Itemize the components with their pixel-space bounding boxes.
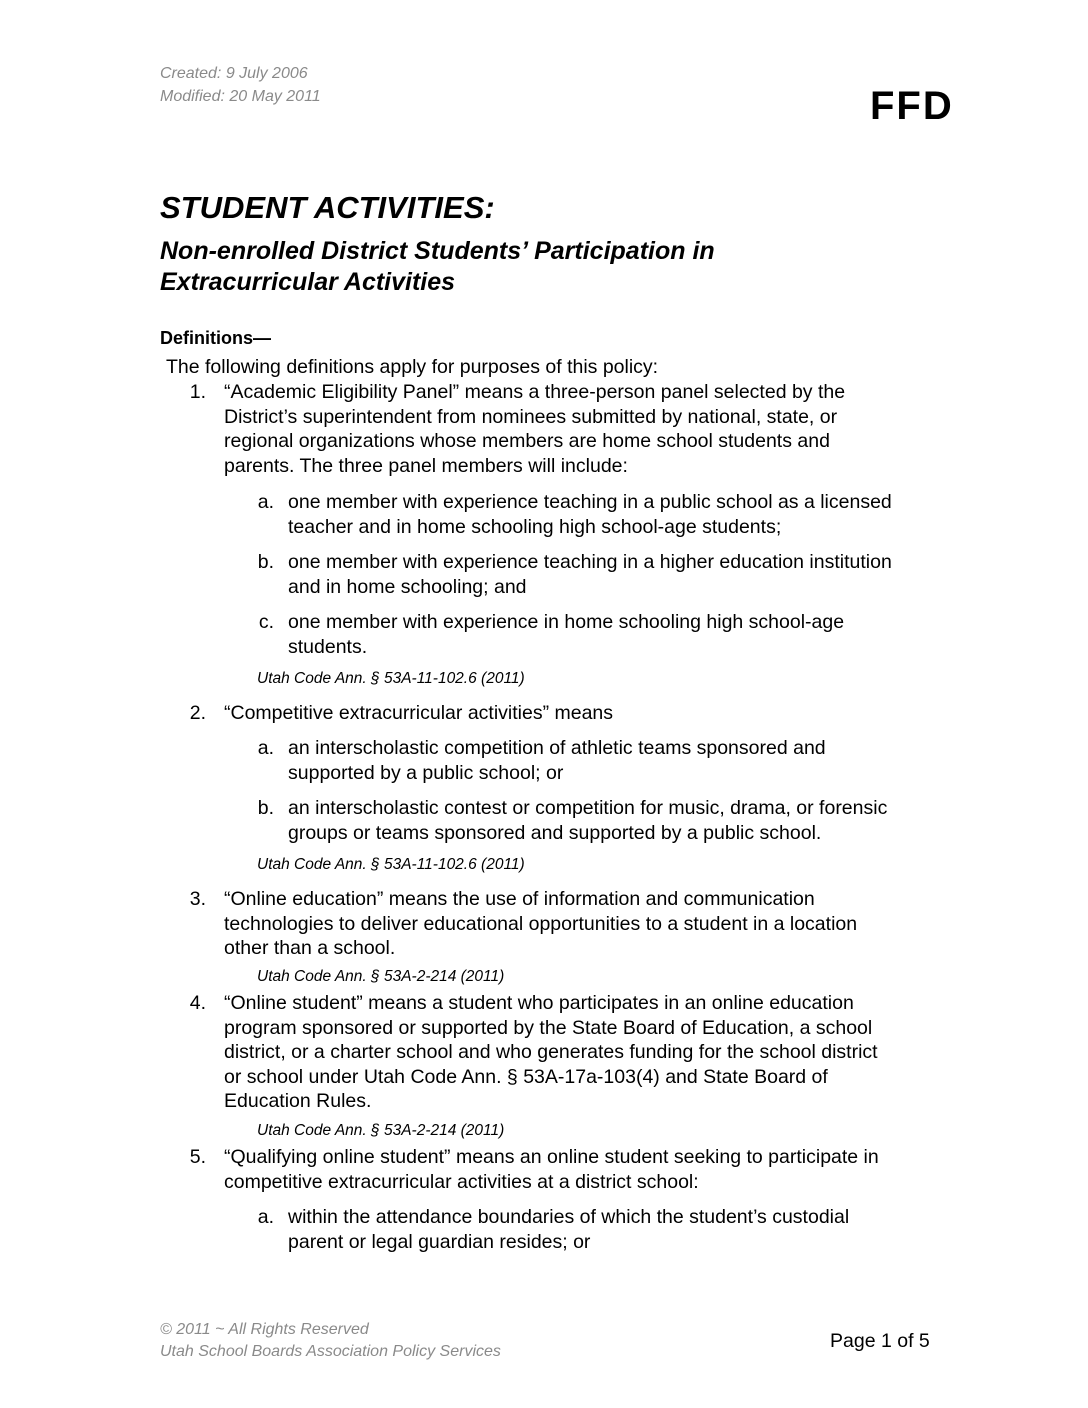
text-line: District’s superintendent from nominees submitted by national, state, or: [224, 405, 838, 428]
legal-citation: Utah Code Ann. § 53A-2-214 (2011): [257, 968, 505, 985]
text-line: Education Rules.: [224, 1090, 372, 1112]
legal-citation: Utah Code Ann. § 53A-2-214 (2011): [257, 1122, 505, 1139]
sub-item-label: a.: [257, 491, 274, 513]
text-line: and in home schooling; and: [288, 575, 527, 598]
text-line: an interscholastic contest or competition for music, drama, or forensic: [288, 797, 888, 819]
text-line: “Qualifying online student” means an online student seeking to participate in: [224, 1146, 879, 1168]
text-line: one member with experience teaching in a higher education institution: [288, 551, 892, 573]
modified-date: Modified: 20 May 2011: [160, 88, 321, 105]
text-line: teacher and in home schooling high school-age students;: [288, 515, 782, 538]
definition-item-3: [224, 887, 857, 961]
page-title: STUDENT ACTIVITIES:: [160, 190, 495, 225]
text-line: supported by a public school; or: [288, 761, 564, 784]
text-line: parent or legal guardian resides; or: [288, 1230, 591, 1253]
definition-item-4: [224, 991, 878, 1114]
legal-citation: Utah Code Ann. § 53A-11-102.6 (2011): [257, 670, 525, 687]
footer-copyright: © 2011 ~ All Rights Reserved: [160, 1321, 369, 1338]
intro-text: The following definitions apply for purposes of this policy:: [166, 356, 659, 378]
item-number: 3.: [189, 888, 206, 910]
text-line: parents. The three panel members will include:: [224, 454, 628, 477]
policy-code: FFD: [870, 84, 954, 128]
definition-item-5: [224, 1145, 879, 1194]
page-subtitle: [160, 236, 715, 298]
text-line: within the attendance boundaries of which the student’s custodial: [288, 1206, 850, 1228]
text-line: “Academic Eligibility Panel” means a three-person panel selected by the: [224, 381, 846, 403]
sub-item-1b: [288, 550, 892, 599]
page-number: Page 1 of 5: [830, 1330, 930, 1352]
text-line: one member with experience teaching in a public school as a licensed: [288, 491, 892, 513]
created-date: Created: 9 July 2006: [160, 65, 308, 82]
sub-item-1a: [288, 490, 892, 539]
sub-item-label: b.: [257, 551, 274, 573]
legal-citation: Utah Code Ann. § 53A-11-102.6 (2011): [257, 856, 525, 873]
sub-item-label: a.: [257, 1206, 274, 1228]
text-line: competitive extracurricular activities at a district school:: [224, 1170, 699, 1193]
sub-item-2a: [288, 736, 826, 785]
sub-item-label: b.: [257, 797, 274, 819]
text-line: “Competitive extracurricular activities” means: [224, 702, 614, 724]
text-line: students.: [288, 635, 368, 658]
text-line: one member with experience in home schooling high school-age: [288, 611, 845, 633]
item-number: 2.: [189, 702, 206, 724]
text-line: an interscholastic competition of athletic teams sponsored and: [288, 737, 826, 759]
text-line: or school under Utah Code Ann. § 53A-17a-103(4) and State Board of: [224, 1065, 828, 1088]
subtitle-line: Extracurricular Activities: [160, 268, 456, 296]
sub-item-label: c.: [258, 611, 274, 633]
text-line: “Online education” means the use of information and communication: [224, 888, 815, 910]
text-line: other than a school.: [224, 937, 396, 959]
sub-item-label: a.: [257, 737, 274, 759]
text-line: district, or a charter school and who generates funding for the school district: [224, 1041, 878, 1063]
item-number: 1.: [189, 381, 206, 403]
subtitle-line: Non-enrolled District Students’ Participation in: [160, 237, 715, 265]
sub-item-5a: [288, 1205, 849, 1254]
text-line: program sponsored or supported by the State Board of Education, a school: [224, 1016, 873, 1039]
footer-organization: Utah School Boards Association Policy Services: [160, 1343, 501, 1360]
definition-item-2: [224, 701, 613, 726]
text-line: “Online student” means a student who participates in an online education: [224, 992, 854, 1014]
sub-item-1c: [288, 610, 844, 659]
text-line: groups or teams sponsored and supported by a public school.: [288, 821, 822, 844]
text-line: regional organizations whose members are home school students and: [224, 430, 830, 452]
section-heading: Definitions—: [160, 328, 271, 348]
item-number: 5.: [189, 1146, 206, 1168]
text-line: technologies to deliver educational opportunities to a student in a location: [224, 912, 858, 935]
item-number: 4.: [189, 992, 206, 1014]
definition-item-1: [224, 380, 845, 478]
sub-item-2b: [288, 796, 887, 845]
